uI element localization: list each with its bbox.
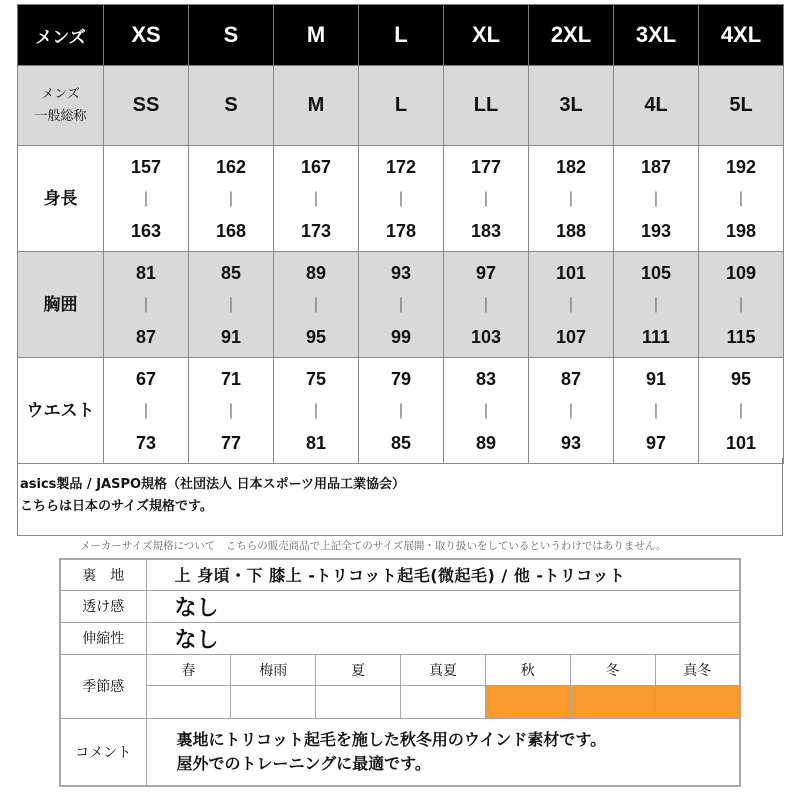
waist-range-cell xyxy=(614,358,699,464)
size-xl: XL xyxy=(444,5,529,66)
season-indicator xyxy=(485,685,570,718)
jp-size-label-line2: 一般総称 xyxy=(34,108,87,124)
range-min: 83 xyxy=(475,368,497,389)
range-min: 85 xyxy=(220,262,242,283)
chest-range-cell xyxy=(189,252,274,358)
waist-range-cell xyxy=(444,358,529,464)
range-max: 115 xyxy=(726,326,756,347)
comment-line-1: 裏地にトリコット起毛を施した秋冬用のウインド素材です。 xyxy=(176,729,607,749)
range-separator: | xyxy=(738,401,744,419)
size-chart-table xyxy=(17,4,784,464)
maker-size-disclaimer: メーカーサイズ規格について こちらの販売商品で上記全てのサイズ展開・取り扱いをしているというわけではありません。 xyxy=(80,540,667,552)
waist-range-cell xyxy=(699,358,784,464)
season-name: 春 xyxy=(146,654,231,685)
jp-size-label xyxy=(18,66,104,146)
range-min: 79 xyxy=(390,368,412,389)
chest-range-cell xyxy=(699,252,784,358)
range-max: 163 xyxy=(130,220,162,241)
range-min: 81 xyxy=(135,262,157,283)
range-min: 101 xyxy=(555,262,587,283)
chest-range-cell xyxy=(614,252,699,358)
lining-row xyxy=(60,559,740,590)
height-range-cell xyxy=(359,146,444,252)
season-name: 真夏 xyxy=(401,654,486,685)
season-indicator xyxy=(570,685,655,718)
chest-range-cell xyxy=(359,252,444,358)
height-range-cell xyxy=(699,146,784,252)
season-indicator xyxy=(401,685,486,718)
height-range-cell xyxy=(614,146,699,252)
waist-range-cell xyxy=(274,358,359,464)
range-max: 188 xyxy=(555,220,587,241)
waist-range-cell xyxy=(189,358,274,464)
range-separator: | xyxy=(313,401,319,419)
height-range-cell xyxy=(529,146,614,252)
range-max: 101 xyxy=(725,432,757,453)
size-header-row xyxy=(18,5,784,66)
size-m: M xyxy=(274,5,359,66)
stretch-value: なし xyxy=(146,622,740,654)
transparency-row xyxy=(60,590,740,622)
season-name: 真冬 xyxy=(655,654,740,685)
range-min: 157 xyxy=(130,156,162,177)
range-min: 192 xyxy=(725,156,757,177)
range-max: 91 xyxy=(220,326,242,347)
range-separator: | xyxy=(483,189,489,207)
range-min: 162 xyxy=(215,156,247,177)
height-range-cell xyxy=(104,146,189,252)
height-row xyxy=(18,146,784,252)
range-max: 93 xyxy=(560,432,582,453)
jp-size-row xyxy=(18,66,784,146)
lining-label: 裏 地 xyxy=(60,559,146,590)
season-name: 夏 xyxy=(316,654,401,685)
range-separator: | xyxy=(143,295,149,313)
range-separator: | xyxy=(313,189,319,207)
range-separator: | xyxy=(228,189,234,207)
season-names-row xyxy=(60,654,740,685)
material-info-table xyxy=(59,558,741,787)
season-indicator xyxy=(655,685,740,718)
waist-row xyxy=(18,358,784,464)
range-separator: | xyxy=(398,295,404,313)
range-min: 91 xyxy=(645,368,667,389)
chest-range-cell xyxy=(274,252,359,358)
range-max: 99 xyxy=(390,326,412,347)
range-min: 67 xyxy=(135,368,157,389)
range-min: 172 xyxy=(385,156,417,177)
season-name: 梅雨 xyxy=(231,654,316,685)
range-max: 103 xyxy=(470,326,502,347)
chest-label: 胸囲 xyxy=(18,252,104,358)
jp-size-label-line1: メンズ xyxy=(41,86,80,102)
mens-label: メンズ xyxy=(18,5,104,66)
range-min: 177 xyxy=(470,156,502,177)
comment-row xyxy=(60,718,740,786)
size-s: S xyxy=(189,5,274,66)
range-max: 111 xyxy=(641,326,671,347)
comment-label: コメント xyxy=(60,718,146,786)
range-max: 89 xyxy=(475,432,497,453)
waist-range-cell xyxy=(529,358,614,464)
jp-size-cell: 4L xyxy=(614,66,699,146)
range-separator: | xyxy=(143,189,149,207)
range-separator: | xyxy=(653,401,659,419)
lining-value: 上 身頃・下 膝上 -トリコット起毛(微起毛) / 他 -トリコット xyxy=(146,559,740,590)
size-2xl: 2XL xyxy=(529,5,614,66)
chest-range-cell xyxy=(529,252,614,358)
season-name: 秋 xyxy=(485,654,570,685)
range-max: 173 xyxy=(300,220,332,241)
range-max: 107 xyxy=(555,326,587,347)
range-max: 168 xyxy=(215,220,247,241)
range-separator: | xyxy=(653,295,659,313)
jp-size-cell: S xyxy=(189,66,274,146)
height-range-cell xyxy=(444,146,529,252)
range-separator: | xyxy=(313,295,319,313)
range-max: 97 xyxy=(645,432,667,453)
range-min: 93 xyxy=(390,262,412,283)
season-label: 季節感 xyxy=(60,654,146,718)
height-range-cell xyxy=(274,146,359,252)
range-separator: | xyxy=(143,401,149,419)
size-l: L xyxy=(359,5,444,66)
season-indicator xyxy=(231,685,316,718)
range-max: 183 xyxy=(470,220,502,241)
range-separator: | xyxy=(653,189,659,207)
season-name: 冬 xyxy=(570,654,655,685)
range-max: 178 xyxy=(385,220,417,241)
size-4xl: 4XL xyxy=(699,5,784,66)
range-max: 77 xyxy=(220,432,242,453)
range-max: 193 xyxy=(640,220,672,241)
range-separator: | xyxy=(398,189,404,207)
range-separator: | xyxy=(483,295,489,313)
season-indicator-row xyxy=(60,685,740,718)
range-separator: | xyxy=(568,401,574,419)
range-separator: | xyxy=(568,189,574,207)
range-separator: | xyxy=(738,189,744,207)
range-min: 97 xyxy=(475,262,497,283)
height-label: 身長 xyxy=(18,146,104,252)
range-separator: | xyxy=(738,295,744,313)
range-separator: | xyxy=(568,295,574,313)
height-range-cell xyxy=(189,146,274,252)
chest-range-cell xyxy=(444,252,529,358)
comment-line-2: 屋外でのトレーニングに最適です。 xyxy=(176,753,431,773)
size-3xl: 3XL xyxy=(614,5,699,66)
range-min: 75 xyxy=(305,368,327,389)
jp-size-cell: LL xyxy=(444,66,529,146)
jp-size-cell: L xyxy=(359,66,444,146)
season-indicator xyxy=(146,685,231,718)
jp-size-cell: SS xyxy=(104,66,189,146)
stretch-row xyxy=(60,622,740,654)
range-separator: | xyxy=(398,401,404,419)
range-separator: | xyxy=(228,295,234,313)
size-standard-note xyxy=(17,458,783,536)
range-min: 87 xyxy=(560,368,582,389)
chest-range-cell xyxy=(104,252,189,358)
range-min: 95 xyxy=(730,368,752,389)
note-line-2: こちらは日本のサイズ規格です。 xyxy=(20,499,213,514)
range-max: 81 xyxy=(305,432,327,453)
range-min: 89 xyxy=(305,262,327,283)
waist-range-cell xyxy=(104,358,189,464)
range-min: 182 xyxy=(555,156,587,177)
range-max: 73 xyxy=(135,432,157,453)
season-indicator xyxy=(316,685,401,718)
stretch-label: 伸縮性 xyxy=(60,622,146,654)
range-min: 105 xyxy=(640,262,672,283)
range-separator: | xyxy=(228,401,234,419)
range-separator: | xyxy=(483,401,489,419)
waist-label: ウエスト xyxy=(18,358,104,464)
range-min: 71 xyxy=(220,368,242,389)
range-min: 167 xyxy=(300,156,332,177)
size-xs: XS xyxy=(104,5,189,66)
transparency-label: 透け感 xyxy=(60,590,146,622)
comment-value xyxy=(146,718,740,786)
waist-range-cell xyxy=(359,358,444,464)
range-min: 187 xyxy=(640,156,672,177)
range-max: 85 xyxy=(390,432,412,453)
note-line-1: asics製品 / JASPO規格（社団法人 日本スポーツ用品工業協会） xyxy=(20,477,406,492)
transparency-value: なし xyxy=(146,590,740,622)
jp-size-cell: 3L xyxy=(529,66,614,146)
range-max: 198 xyxy=(725,220,757,241)
jp-size-cell: M xyxy=(274,66,359,146)
chest-row xyxy=(18,252,784,358)
range-min: 109 xyxy=(725,262,757,283)
range-max: 87 xyxy=(135,326,157,347)
jp-size-cell: 5L xyxy=(699,66,784,146)
range-max: 95 xyxy=(305,326,327,347)
